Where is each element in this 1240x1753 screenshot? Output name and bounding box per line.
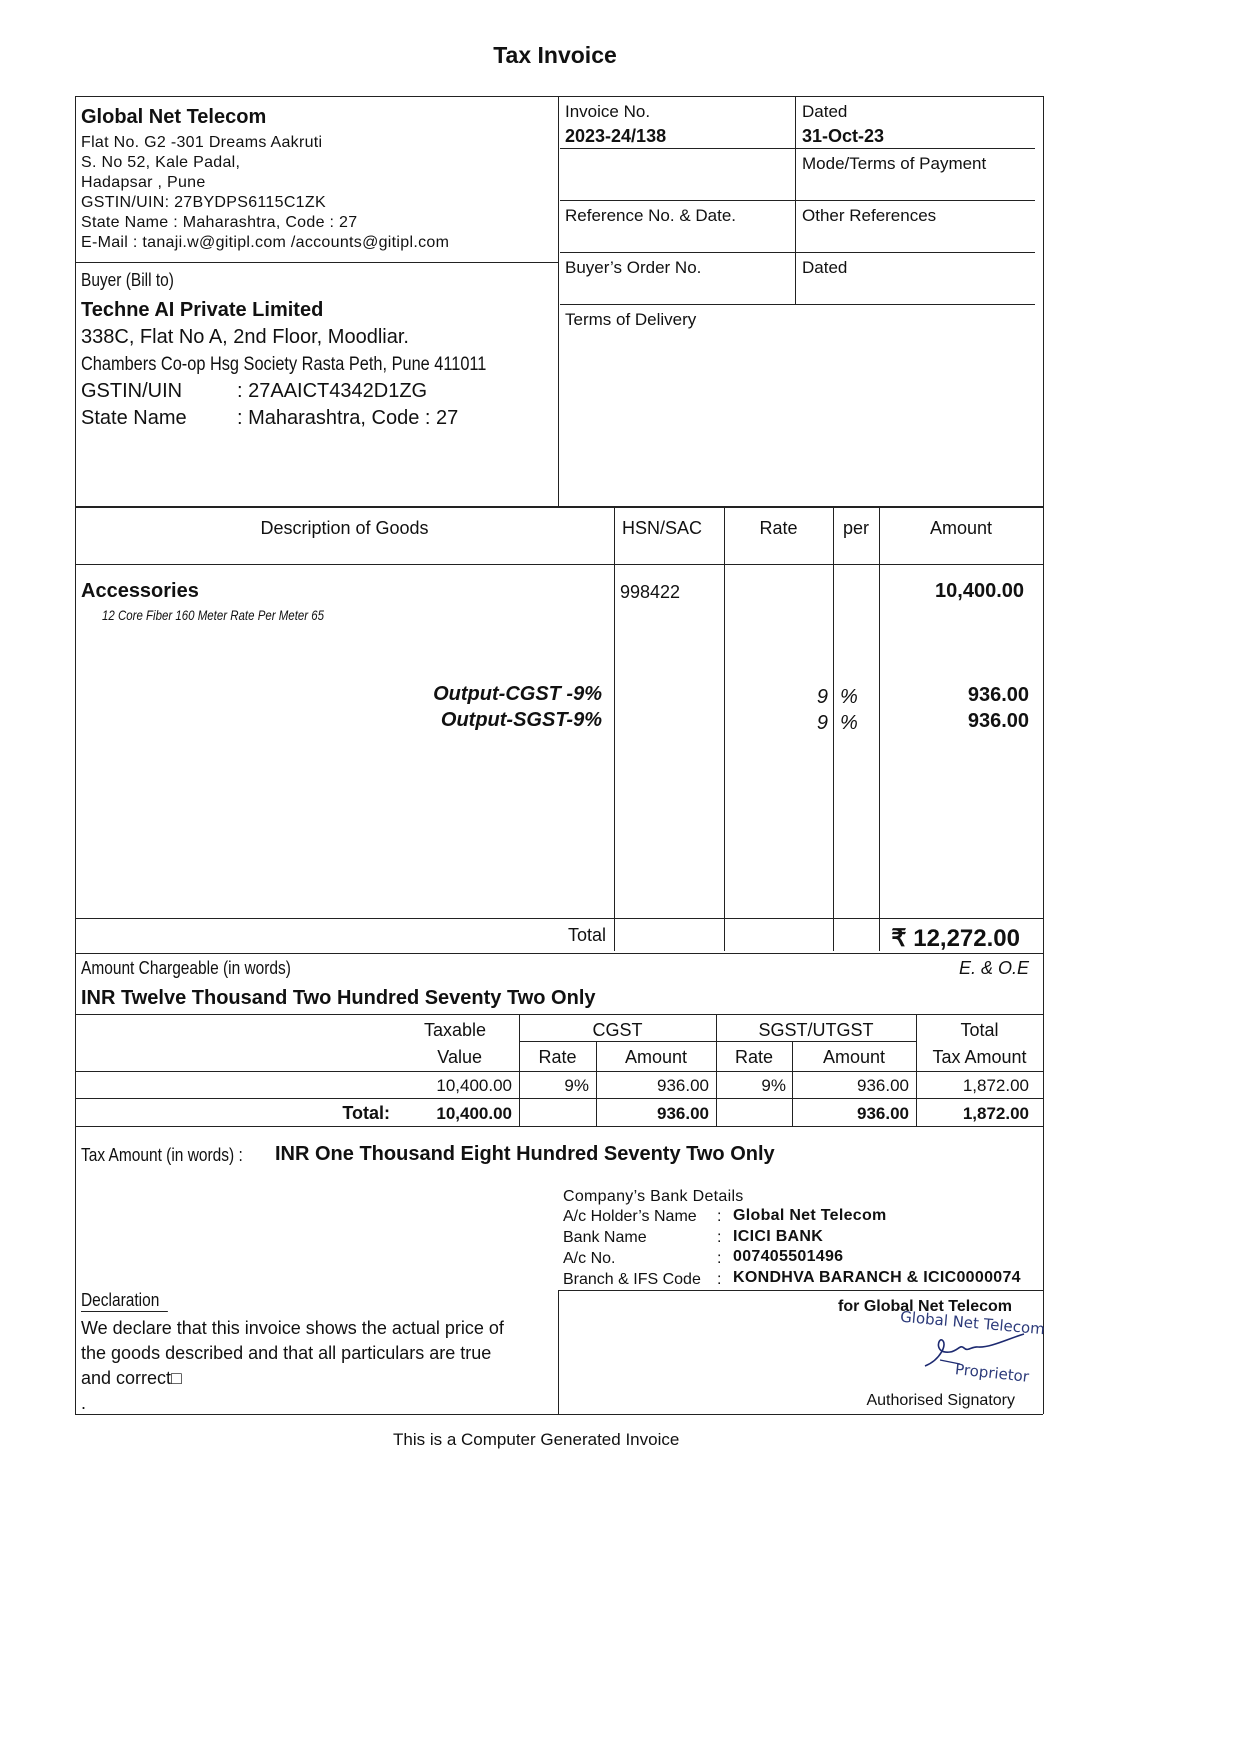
summary-total-tax-amount: 1,872.00 [962, 1104, 1029, 1123]
summary-header-total2: Tax Amount [932, 1047, 1027, 1067]
declaration-line: and correct□ [81, 1368, 182, 1388]
bank-heading: Company’s Bank Details [563, 1188, 744, 1205]
footer-note: This is a Computer Generated Invoice [393, 1430, 680, 1449]
buyer-gstin-label: GSTIN/UIN [81, 380, 183, 402]
bank-colon: : [717, 1208, 722, 1225]
tax-per-cgst: % [840, 686, 858, 708]
mode-terms-label: Mode/Terms of Payment [802, 154, 987, 173]
seller-address-line: Flat No. G2 -301 Dreams Aakruti [81, 134, 323, 151]
bank-colon: : [717, 1250, 722, 1267]
dated2-label: Dated [802, 258, 848, 277]
col-header-per: per [842, 518, 869, 538]
declaration-heading: Declaration [81, 1290, 168, 1312]
summary-sgst-amount: 936.00 [857, 1076, 909, 1095]
items-total-amount: ₹ 12,272.00 [891, 925, 1020, 952]
bank-value-holder: Global Net Telecom [733, 1207, 887, 1224]
summary-cgst-amount: 936.00 [657, 1076, 709, 1095]
summary-total-label: Total: [342, 1103, 390, 1123]
buyer-state-label: State Name [81, 407, 187, 429]
buyer-name: Techne AI Private Limited [81, 299, 324, 321]
declaration-line: the goods described and that all particulars are true [81, 1343, 492, 1363]
terms-delivery-label: Terms of Delivery [565, 310, 697, 329]
summary-header-sgst-amount: Amount [822, 1047, 886, 1067]
seller-state: State Name : Maharashtra, Code : 27 [81, 214, 358, 231]
col-header-description: Description of Goods [260, 518, 429, 538]
tax-rate-cgst: 9 [816, 686, 828, 708]
reference-label: Reference No. & Date. [565, 206, 737, 225]
dated-label: Dated [802, 102, 848, 121]
summary-total-sgst-amount: 936.00 [857, 1104, 909, 1123]
summary-sgst-rate: 9% [761, 1076, 786, 1095]
col-header-rate: Rate [759, 518, 798, 538]
summary-header-taxable1: Taxable [423, 1020, 486, 1040]
seller-name: Global Net Telecom [81, 106, 267, 128]
summary-header-sgst: SGST/UTGST [758, 1020, 874, 1040]
summary-header-total1: Total [960, 1020, 999, 1040]
summary-header-taxable2: Value [437, 1047, 482, 1067]
buyer-address-line1: 338C, Flat No A, 2nd Floor, Moodliar. [81, 326, 409, 348]
item-hsn: 998422 [620, 582, 681, 602]
seller-address [81, 133, 449, 253]
summary-header-cgst-amount: Amount [624, 1047, 688, 1067]
summary-taxable: 10,400.00 [436, 1076, 512, 1095]
summary-total-cgst-amount: 936.00 [657, 1104, 709, 1123]
invoice-title: Tax Invoice [493, 42, 617, 68]
bank-colon: : [717, 1229, 722, 1246]
tax-per-sgst: % [840, 712, 858, 734]
bank-colon: : [717, 1271, 722, 1288]
amount-words-value: INR Twelve Thousand Two Hundred Seventy Two Only [81, 987, 596, 1009]
tax-label-sgst: Output-SGST-9% [440, 709, 602, 731]
seller-email: E-Mail : tanaji.w@gitipl.com /accounts@gitipl.com [81, 234, 450, 251]
tax-amount-sgst: 936.00 [967, 710, 1029, 732]
seller-address-line: S. No 52, Kale Padal, [81, 154, 241, 171]
tax-amount-cgst: 936.00 [967, 684, 1029, 706]
signature-stamp [890, 1307, 1046, 1390]
bank-value-account: 007405501496 [733, 1248, 844, 1265]
eoe-label: E. & O.E [958, 958, 1029, 978]
other-references-label: Other References [802, 206, 937, 225]
amount-words-label: Amount Chargeable (in words) [81, 958, 291, 978]
buyer-heading: Buyer (Bill to) [81, 270, 174, 290]
summary-header-cgst-rate: Rate [538, 1047, 577, 1067]
item-amount: 10,400.00 [935, 580, 1024, 602]
buyers-order-label: Buyer’s Order No. [565, 258, 702, 277]
stamp-company: Global Net Telecom [899, 1307, 1046, 1339]
summary-total-tax: 1,872.00 [962, 1076, 1029, 1095]
summary-cgst-rate: 9% [564, 1076, 589, 1095]
invoice-no-label: Invoice No. [565, 102, 651, 121]
declaration-text [81, 1316, 504, 1416]
seller-address-line: Hadapsar , Pune [81, 174, 206, 191]
bank-label-name: Bank Name [563, 1229, 647, 1246]
summary-header-sgst-rate: Rate [734, 1047, 774, 1067]
bank-value-branch: KONDHVA BARANCH & ICIC0000074 [733, 1269, 1021, 1286]
declaration-line: . [81, 1393, 87, 1413]
bank-label-holder: A/c Holder’s Name [563, 1208, 697, 1225]
invoice-date: 31-Oct-23 [802, 126, 885, 146]
summary-total-taxable: 10,400.00 [436, 1104, 512, 1123]
summary-header-cgst: CGST [592, 1020, 643, 1040]
tax-label-cgst: Output-CGST -9% [433, 683, 602, 705]
item-detail: 12 Core Fiber 160 Meter Rate Per Meter 65 [102, 607, 325, 623]
item-name: Accessories [81, 580, 199, 602]
authorised-signatory: Authorised Signatory [866, 1392, 1015, 1409]
seller-gstin: GSTIN/UIN: 27BYDPS6115C1ZK [81, 194, 326, 211]
tax-rate-sgst: 9 [816, 712, 828, 734]
declaration-line: We declare that this invoice shows the actual price of [81, 1318, 504, 1338]
for-company: for Global Net Telecom [838, 1298, 1012, 1315]
buyer-state-value: : Maharashtra, Code : 27 [237, 407, 459, 429]
col-header-amount: Amount [929, 518, 993, 538]
buyer-gstin-value: : 27AAICT4342D1ZG [237, 380, 428, 402]
bank-label-account: A/c No. [563, 1250, 616, 1267]
buyer-address-line2: Chambers Co-op Hsg Society Rasta Peth, Pune 411011 [81, 354, 487, 375]
invoice-no: 2023-24/138 [565, 126, 667, 146]
tax-words-label: Tax Amount (in words) : [81, 1145, 243, 1165]
col-header-hsn: HSN/SAC [622, 518, 703, 538]
bank-value-name: ICICI BANK [733, 1228, 824, 1245]
items-total-label: Total [567, 925, 606, 945]
stamp-role: Proprietor [954, 1360, 1030, 1386]
bank-label-branch: Branch & IFS Code [563, 1271, 701, 1288]
tax-words-value: INR One Thousand Eight Hundred Seventy Two Only [275, 1143, 775, 1165]
